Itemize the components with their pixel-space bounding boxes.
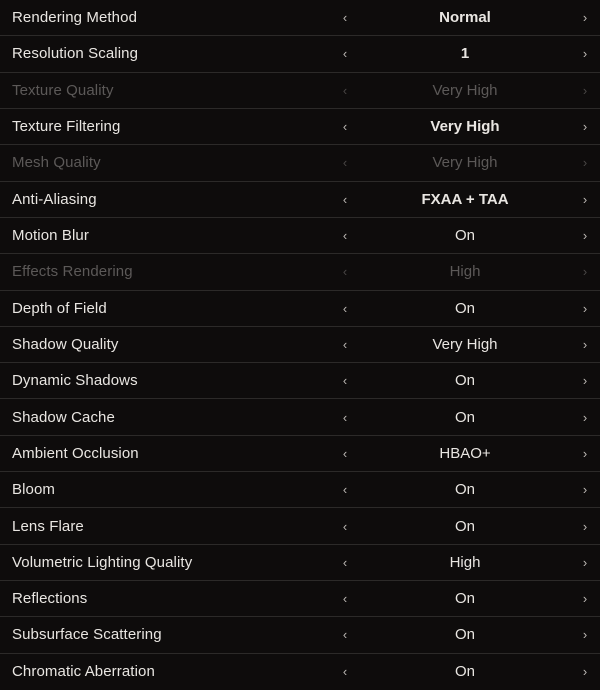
setting-value: On — [454, 626, 475, 644]
previous-option-arrow-icon[interactable]: ‹ — [342, 664, 348, 680]
setting-value: On — [454, 408, 475, 426]
next-option-arrow-icon[interactable]: › — [582, 591, 588, 607]
setting-label: Shadow Quality — [12, 335, 119, 353]
setting-label: Motion Blur — [12, 227, 89, 245]
next-option-arrow-icon[interactable]: › — [582, 373, 588, 389]
setting-value: On — [454, 590, 475, 608]
setting-row-mesh-quality — [0, 145, 600, 181]
next-option-arrow-icon: › — [582, 155, 588, 171]
setting-row-ambient-occlusion[interactable] — [0, 436, 600, 472]
next-option-arrow-icon[interactable]: › — [582, 119, 588, 135]
setting-row-texture-filtering[interactable] — [0, 109, 600, 145]
previous-option-arrow-icon[interactable]: ‹ — [342, 119, 348, 135]
setting-value: On — [454, 372, 475, 390]
setting-label: Resolution Scaling — [12, 45, 139, 63]
next-option-arrow-icon[interactable]: › — [582, 518, 588, 534]
previous-option-arrow-icon[interactable]: ‹ — [342, 373, 348, 389]
previous-option-arrow-icon[interactable]: ‹ — [342, 591, 348, 607]
setting-row-lens-flare[interactable] — [0, 508, 600, 544]
setting-row-resolution-scaling[interactable] — [0, 36, 600, 72]
setting-row-rendering-method[interactable] — [0, 0, 600, 36]
next-option-arrow-icon[interactable]: › — [582, 627, 588, 643]
setting-label: Reflections — [12, 590, 88, 608]
previous-option-arrow-icon[interactable]: ‹ — [342, 191, 348, 207]
previous-option-arrow-icon[interactable]: ‹ — [342, 228, 348, 244]
setting-row-chromatic-aberration[interactable] — [0, 654, 600, 690]
setting-value: High — [449, 553, 481, 571]
next-option-arrow-icon[interactable]: › — [582, 228, 588, 244]
next-option-arrow-icon[interactable]: › — [582, 191, 588, 207]
setting-row-texture-quality — [0, 73, 600, 109]
next-option-arrow-icon[interactable]: › — [582, 300, 588, 316]
setting-row-reflections[interactable] — [0, 581, 600, 617]
next-option-arrow-icon[interactable]: › — [582, 46, 588, 62]
next-option-arrow-icon: › — [582, 264, 588, 280]
setting-row-bloom[interactable] — [0, 472, 600, 508]
previous-option-arrow-icon: ‹ — [342, 82, 348, 98]
setting-value: On — [454, 481, 475, 499]
setting-value: On — [454, 227, 475, 245]
setting-value: On — [454, 517, 475, 535]
next-option-arrow-icon[interactable]: › — [582, 409, 588, 425]
setting-value: HBAO+ — [439, 444, 491, 462]
previous-option-arrow-icon: ‹ — [342, 264, 348, 280]
previous-option-arrow-icon[interactable]: ‹ — [342, 336, 348, 352]
previous-option-arrow-icon[interactable]: ‹ — [342, 627, 348, 643]
setting-value: Very High — [432, 81, 498, 99]
setting-row-subsurface-scattering[interactable] — [0, 617, 600, 653]
setting-row-dynamic-shadows[interactable] — [0, 363, 600, 399]
setting-label: Effects Rendering — [12, 263, 133, 281]
setting-label: Subsurface Scattering — [12, 626, 162, 644]
setting-value: Very High — [432, 335, 498, 353]
setting-row-motion-blur[interactable] — [0, 218, 600, 254]
setting-label: Chromatic Aberration — [12, 663, 155, 681]
previous-option-arrow-icon: ‹ — [342, 155, 348, 171]
setting-row-shadow-cache[interactable] — [0, 399, 600, 435]
setting-label: Depth of Field — [12, 299, 107, 317]
previous-option-arrow-icon[interactable]: ‹ — [342, 518, 348, 534]
setting-row-volumetric-lighting-quality[interactable] — [0, 545, 600, 581]
previous-option-arrow-icon[interactable]: ‹ — [342, 554, 348, 570]
setting-row-depth-of-field[interactable] — [0, 291, 600, 327]
setting-label: Texture Filtering — [12, 118, 121, 136]
next-option-arrow-icon[interactable]: › — [582, 482, 588, 498]
setting-value: High — [449, 263, 481, 281]
previous-option-arrow-icon[interactable]: ‹ — [342, 10, 348, 26]
setting-label: Texture Quality — [12, 81, 114, 99]
setting-value: 1 — [460, 45, 470, 63]
setting-label: Anti-Aliasing — [12, 190, 97, 208]
next-option-arrow-icon[interactable]: › — [582, 554, 588, 570]
setting-value: Very High — [430, 118, 500, 136]
setting-row-anti-aliasing[interactable] — [0, 182, 600, 218]
previous-option-arrow-icon[interactable]: ‹ — [342, 300, 348, 316]
next-option-arrow-icon[interactable]: › — [582, 336, 588, 352]
previous-option-arrow-icon[interactable]: ‹ — [342, 409, 348, 425]
previous-option-arrow-icon[interactable]: ‹ — [342, 46, 348, 62]
setting-label: Bloom — [12, 481, 56, 499]
setting-label: Volumetric Lighting Quality — [12, 553, 193, 571]
setting-label: Mesh Quality — [12, 154, 101, 172]
next-option-arrow-icon[interactable]: › — [582, 10, 588, 26]
previous-option-arrow-icon[interactable]: ‹ — [342, 482, 348, 498]
previous-option-arrow-icon[interactable]: ‹ — [342, 445, 348, 461]
setting-value: FXAA + TAA — [421, 190, 509, 208]
next-option-arrow-icon[interactable]: › — [582, 445, 588, 461]
setting-value: On — [454, 663, 475, 681]
setting-row-effects-rendering — [0, 254, 600, 290]
setting-label: Shadow Cache — [12, 408, 115, 426]
setting-label: Rendering Method — [12, 9, 138, 27]
setting-value: Very High — [432, 154, 498, 172]
setting-value: Normal — [439, 9, 491, 27]
setting-value: On — [454, 299, 475, 317]
setting-label: Ambient Occlusion — [12, 444, 139, 462]
setting-row-shadow-quality[interactable] — [0, 327, 600, 363]
next-option-arrow-icon[interactable]: › — [582, 664, 588, 680]
setting-label: Dynamic Shadows — [12, 372, 138, 390]
next-option-arrow-icon: › — [582, 82, 588, 98]
setting-label: Lens Flare — [12, 517, 84, 535]
